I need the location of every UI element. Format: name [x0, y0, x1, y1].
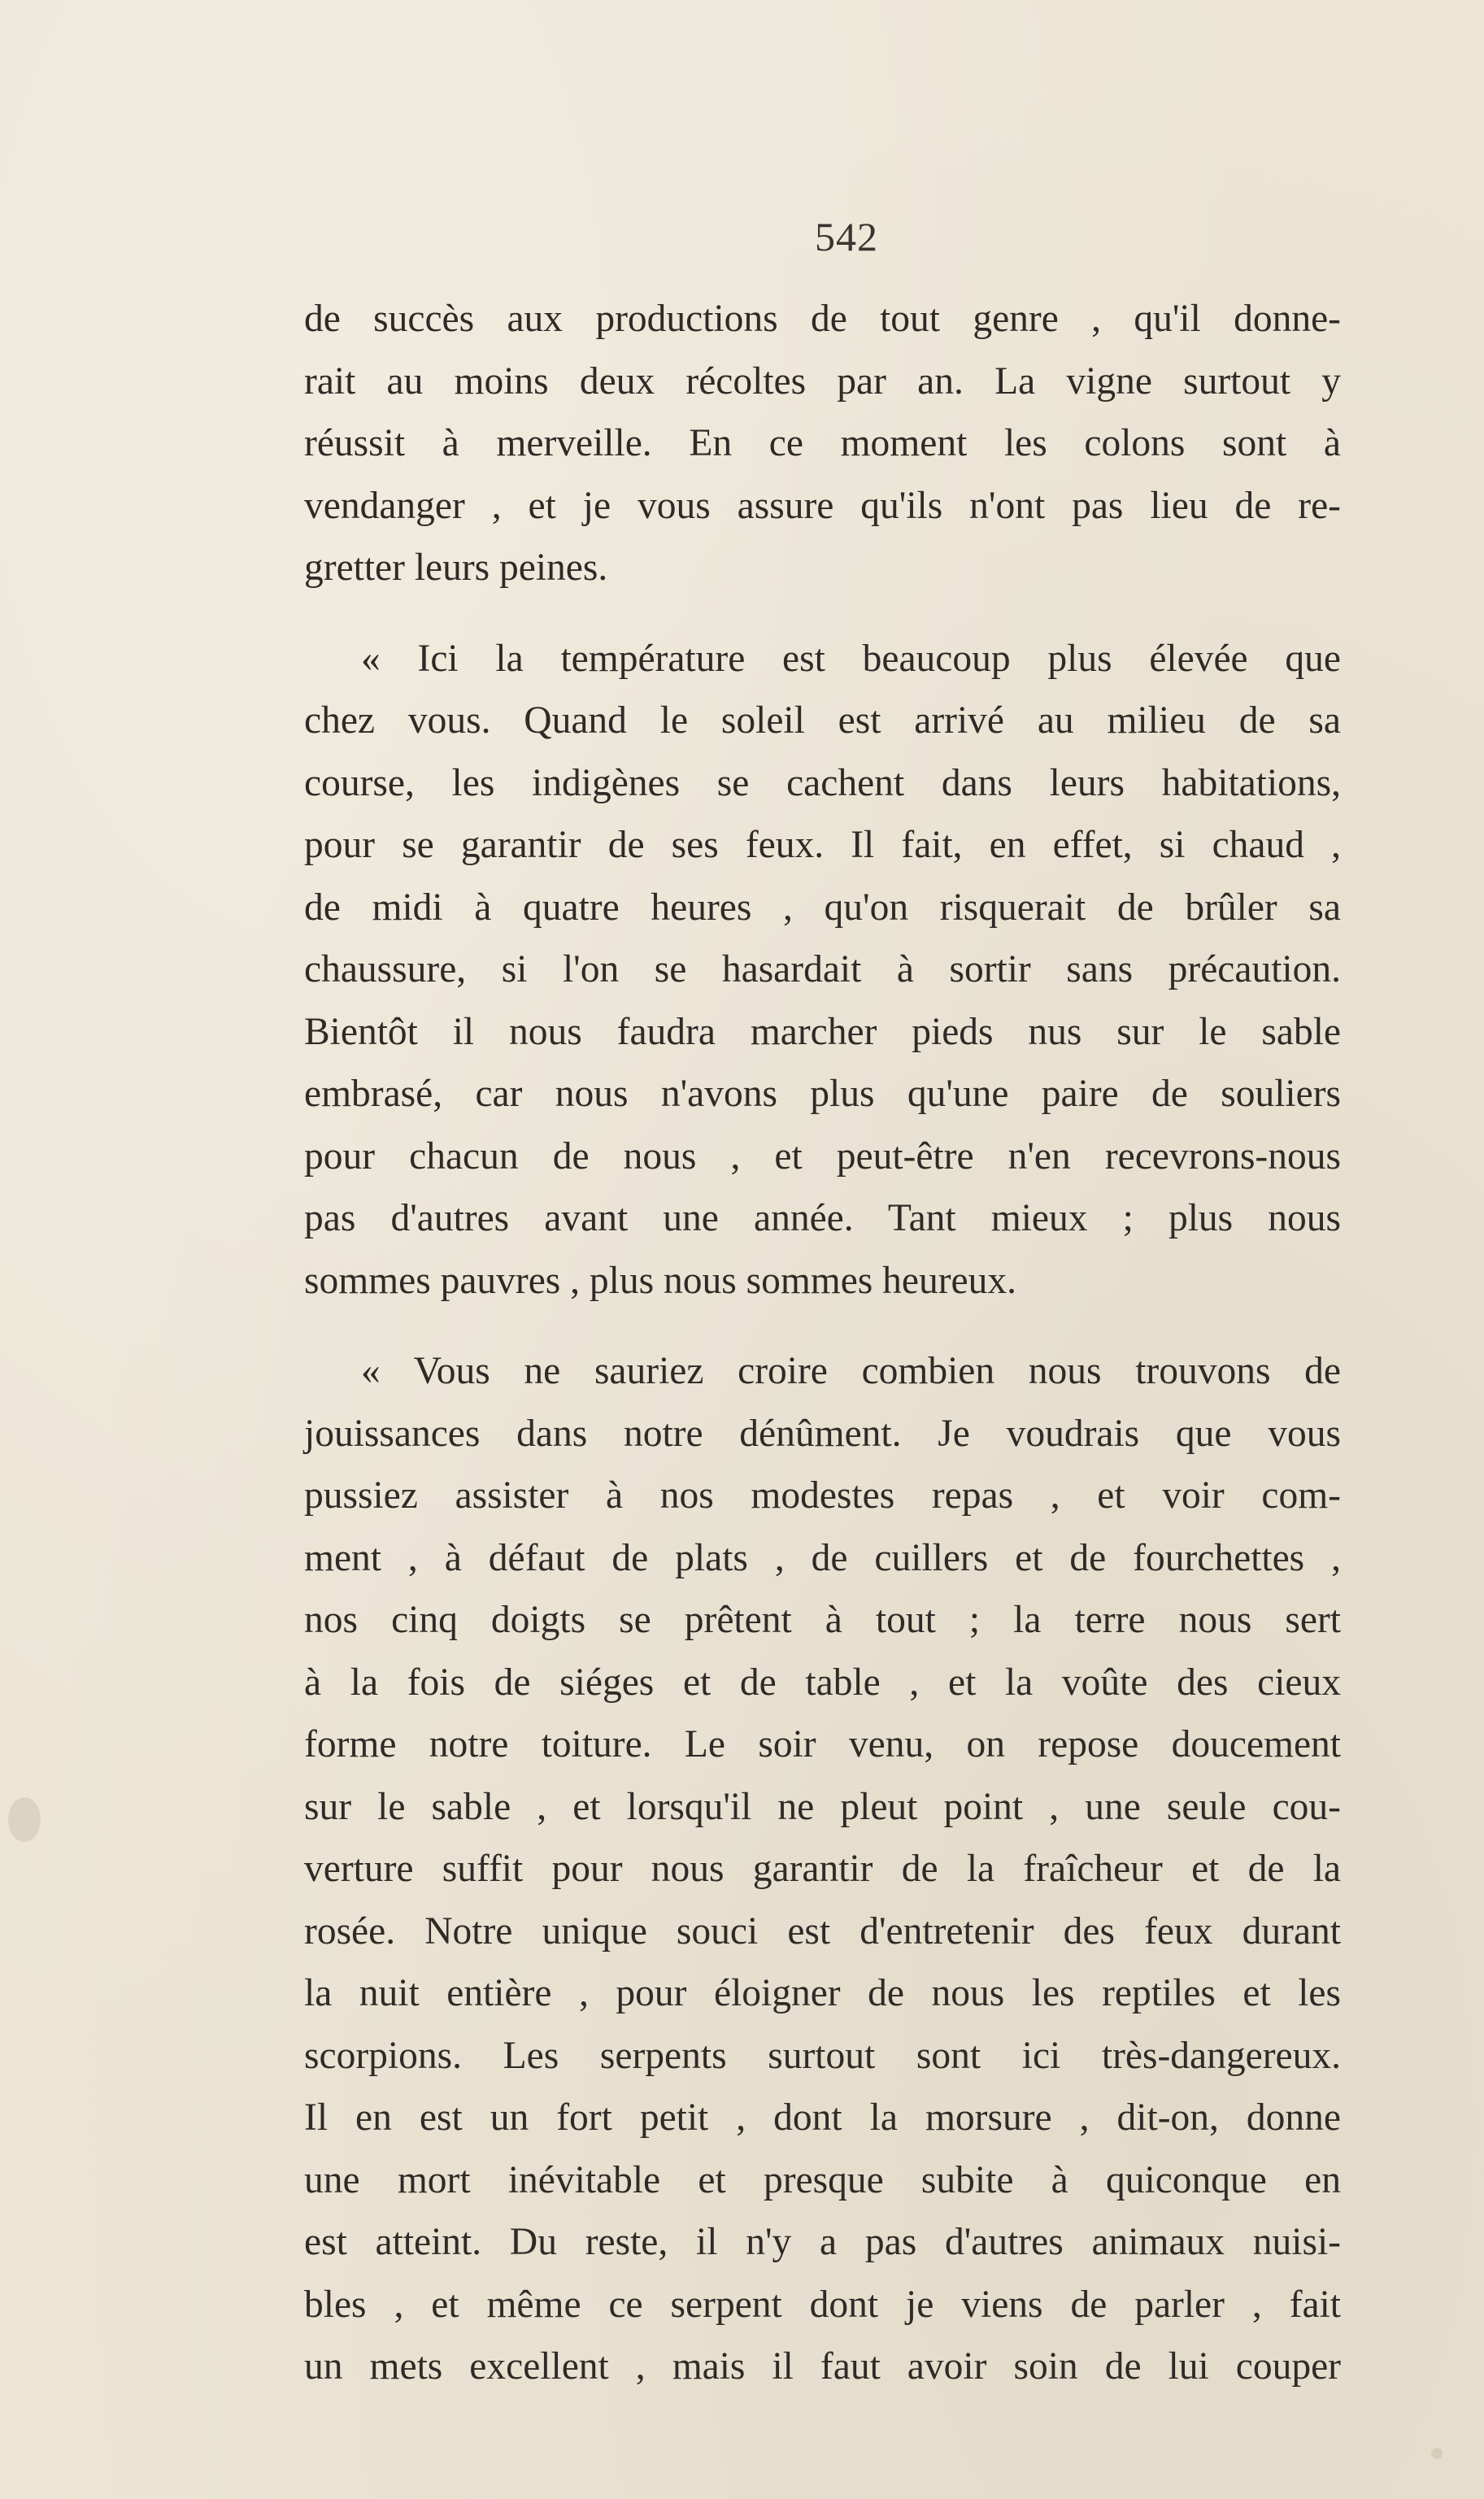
text-line: de succès aux productions de tout genre , qu'il donne- [304, 298, 1341, 340]
text-line: chez vous. Quand le soleil est arrivé au milieu de sa [304, 699, 1341, 742]
text-line: gretter leurs peines. [304, 546, 608, 589]
text-line: pussiez assister à nos modestes repas , et voir com- [304, 1474, 1341, 1517]
paper-stain [1431, 2448, 1443, 2459]
text-line: une mort inévitable et presque subite à quiconque en [304, 2158, 1341, 2201]
text-line: sommes pauvres , plus nous sommes heureux. [304, 1259, 1017, 1302]
page-number: 542 [815, 214, 878, 259]
text-line: « Vous ne sauriez croire combien nous trouvons de [361, 1350, 1341, 1392]
text-line: rait au moins deux récoltes par an. La vigne surtout y [304, 359, 1341, 403]
body-text [304, 288, 1341, 2398]
text-line: Il en est un fort petit , dont la morsure , dit-on, donne [304, 2096, 1341, 2139]
text-line: chaussure, si l'on se hasardait à sortir sans précaution. [304, 948, 1341, 990]
text-line: sur le sable , et lorsqu'il ne pleut point , une seule cou- [304, 1785, 1341, 1828]
paragraph [304, 1340, 1341, 2398]
text-line: bles , et même ce serpent dont je viens de parler , fait [304, 2283, 1341, 2326]
text-line: jouissances dans notre dénûment. Je voudrais que vous [304, 1412, 1341, 1455]
text-line: rosée. Notre unique souci est d'entretenir des feux durant [304, 1909, 1341, 1953]
paragraph [304, 628, 1341, 1313]
text-line: forme notre toiture. Le soir venu, on repose doucement [304, 1723, 1341, 1765]
text-line: un mets excellent , mais il faut avoir soin de lui couper [304, 2345, 1341, 2388]
text-line: verture suffit pour nous garantir de la fraîcheur et de la [304, 1848, 1341, 1890]
text-line: pour chacun de nous , et peut-être n'en recevrons-nous [304, 1134, 1341, 1178]
text-line: pour se garantir de ses feux. Il fait, en effet, si chaud , [304, 824, 1341, 866]
text-line: course, les indigènes se cachent dans leurs habitations, [304, 761, 1341, 804]
text-line: de midi à quatre heures , qu'on risquerait de brûler sa [304, 886, 1341, 929]
paper-stain [8, 1797, 41, 1842]
text-line: nos cinq doigts se prêtent à tout ; la terre nous sert [304, 1599, 1341, 1641]
text-line: scorpions. Les serpents surtout sont ici très-dangereux. [304, 2034, 1341, 2077]
text-line: ment , à défaut de plats , de cuillers et de fourchettes , [304, 1536, 1341, 1579]
text-line: « Ici la température est beaucoup plus élevée que [361, 637, 1341, 680]
text-line: vendanger , et je vous assure qu'ils n'ont pas lieu de re- [304, 484, 1341, 527]
text-line: réussit à merveille. En ce moment les colons sont à [304, 422, 1341, 464]
text-line: à la fois de siéges et de table , et la voûte des cieux [304, 1661, 1341, 1704]
text-line: la nuit entière , pour éloigner de nous les reptiles et les [304, 1972, 1341, 2014]
text-line: embrasé, car nous n'avons plus qu'une paire de souliers [304, 1073, 1341, 1115]
text-line: est atteint. Du reste, il n'y a pas d'autres animaux nuisi- [304, 2221, 1341, 2263]
paragraph [304, 288, 1341, 599]
text-line: pas d'autres avant une année. Tant mieux ; plus nous [304, 1197, 1341, 1239]
text-line: Bientôt il nous faudra marcher pieds nus sur le sable [304, 1010, 1341, 1053]
